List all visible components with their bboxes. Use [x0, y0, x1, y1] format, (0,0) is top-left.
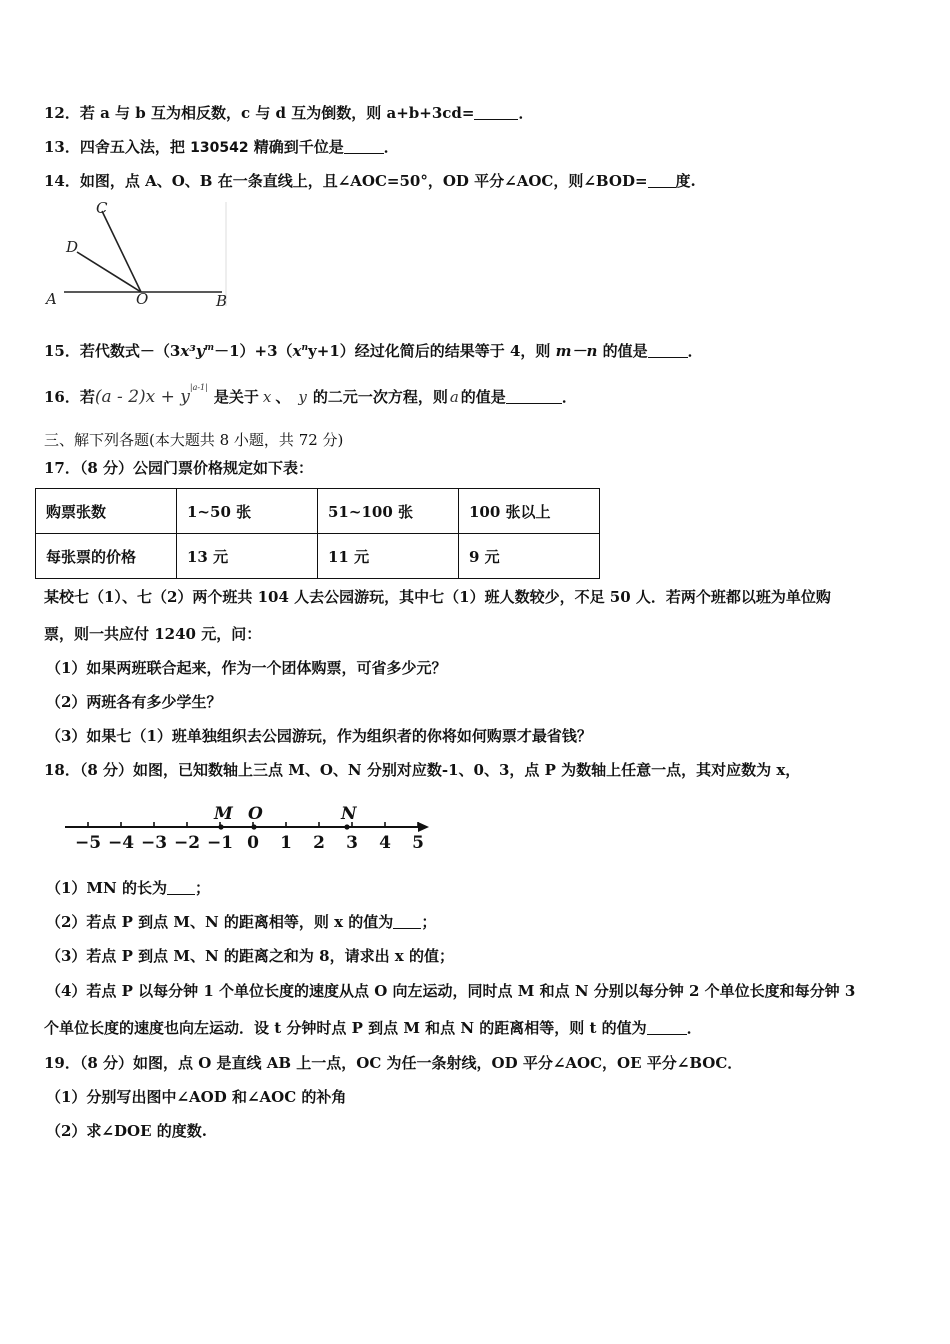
question-18-sub-3: （3）若点 P 到点 M、N 的距离之和为 8，请求出 x 的值；: [46, 947, 454, 965]
question-16: 16．若$(a - 2)x + y^{|a-1|}$是关于 x 、 y 的二元一次方程，则 a 的值是 ．: [44, 383, 577, 407]
question-17-sub-1: （1）如果两班联合起来，作为一个团体购票，可省多少元？: [46, 659, 447, 677]
question-19: 19．（8 分）如图，点 O 是直线 AB 上一点，OC 为任一条射线，OD 平分∠AOC，OE 平分∠BOC．: [44, 1054, 743, 1072]
table-cell: 100 张以上: [459, 489, 600, 534]
question-18-sub-2: （2）若点 P 到点 M、N 的距离相等，则 x 的值为 ；: [46, 913, 437, 931]
answer-blank: [506, 389, 562, 404]
table-cell: 购票张数: [36, 489, 177, 534]
tick-label: −1: [206, 833, 234, 853]
question-14: 14．如图，点 A、O、B 在一条直线上，且∠AOC=50°，OD 平分∠AOC，则∠BOD= 度.: [44, 172, 696, 190]
tick-label: −5: [74, 833, 102, 853]
label-d: D: [66, 238, 79, 256]
answer-blank: [474, 105, 518, 120]
number-value: 130542: [190, 140, 249, 156]
question-13: 13．四舍五入法，把 130542 精确到千位是 ．: [44, 138, 399, 156]
tick-label: −2: [173, 833, 201, 853]
tick-label: −4: [107, 833, 135, 853]
point-label-o: O: [248, 804, 263, 824]
tick-label: 2: [313, 833, 325, 853]
table-cell: 每张票的价格: [36, 534, 177, 579]
answer-blank: [648, 173, 676, 188]
table-row: [36, 534, 600, 579]
point-label-m: M: [214, 804, 233, 824]
tick-label: −3: [140, 833, 168, 853]
tick-label: 0: [247, 833, 259, 853]
question-19-sub-2: （2）求∠DOE 的度数.: [46, 1122, 207, 1140]
table-cell: 9 元: [459, 534, 600, 579]
question-18-sub-4: （4）若点 P 以每分钟 1 个单位长度的速度从点 O 向左运动，同时点 M 和点 N 分别以每分钟 2 个单位长度和每分钟 3: [46, 982, 856, 1000]
point-label-n: N: [341, 804, 357, 824]
point-o: [251, 824, 256, 829]
question-18: 18．（8 分）如图，已知数轴上三点 M、O、N 分别对应数-1、0、3，点 P 为数轴上任意一点，其对应数为 x，: [44, 761, 801, 779]
question-18-sub-1: （1）MN 的长为 ；: [46, 879, 210, 897]
label-c: C: [96, 199, 108, 217]
label-a: A: [46, 290, 57, 308]
label-o: O: [136, 290, 149, 308]
answer-blank: [647, 1020, 687, 1035]
ticket-price-table: [35, 488, 600, 579]
table-cell: 1~50 张: [177, 489, 318, 534]
section-heading: 三、解下列各题(本大题共 8 小题，共 72 分): [44, 431, 344, 449]
number-line-figure: [55, 800, 445, 856]
table-cell: 11 元: [318, 534, 459, 579]
figure-q14-angle-diagram: [40, 196, 240, 311]
question-17-paragraph-2: 票，则一共应付 1240 元，问：: [44, 625, 262, 643]
question-17-sub-2: （2）两班各有多少学生？: [46, 693, 222, 711]
question-19-sub-1: （1）分别写出图中∠AOD 和∠AOC 的补角: [46, 1088, 347, 1106]
table-row: [36, 489, 600, 534]
equation-expression: (a - 2)x + y: [94, 387, 190, 407]
question-12: 12．若 a 与 b 互为相反数，c 与 d 互为倒数，则 a+b+3cd= ．: [44, 104, 534, 122]
table-cell: 51~100 张: [318, 489, 459, 534]
label-b: B: [216, 292, 228, 310]
tick-label: 4: [379, 833, 391, 853]
question-17: 17．（8 分）公园门票价格规定如下表：: [44, 459, 314, 477]
tick-label: 5: [412, 833, 424, 853]
tick-label: 3: [346, 833, 358, 853]
question-15: 15．若代数式$-(3x^3y^m-1)+3(x^ny+1)$经过化简后的结果等于 4，则 m－n 的值是 ．: [44, 342, 703, 360]
point-m: [218, 824, 223, 829]
answer-blank: [648, 343, 688, 358]
table-cell: 13 元: [177, 534, 318, 579]
point-n: [344, 824, 349, 829]
axis-arrow: [418, 822, 429, 832]
question-17-sub-3: （3）如果七（1）班单独组织去公园游玩，作为组织者的你将如何购票才最省钱？: [46, 727, 592, 745]
answer-blank: [167, 880, 195, 895]
answer-blank: [393, 914, 421, 929]
question-17-paragraph-1: 某校七（1）、七（2）两个班共 104 人去公园游玩，其中七（1）班人数较少，不足 50 人．若两个班都以班为单位购: [44, 588, 831, 606]
question-18-sub-4-continued: 个单位长度的速度也向左运动．设 t 分钟时点 P 到点 M 和点 N 的距离相等，则 t 的值为 ．: [44, 1019, 702, 1037]
answer-blank: [344, 139, 384, 154]
tick-label: 1: [280, 833, 292, 853]
